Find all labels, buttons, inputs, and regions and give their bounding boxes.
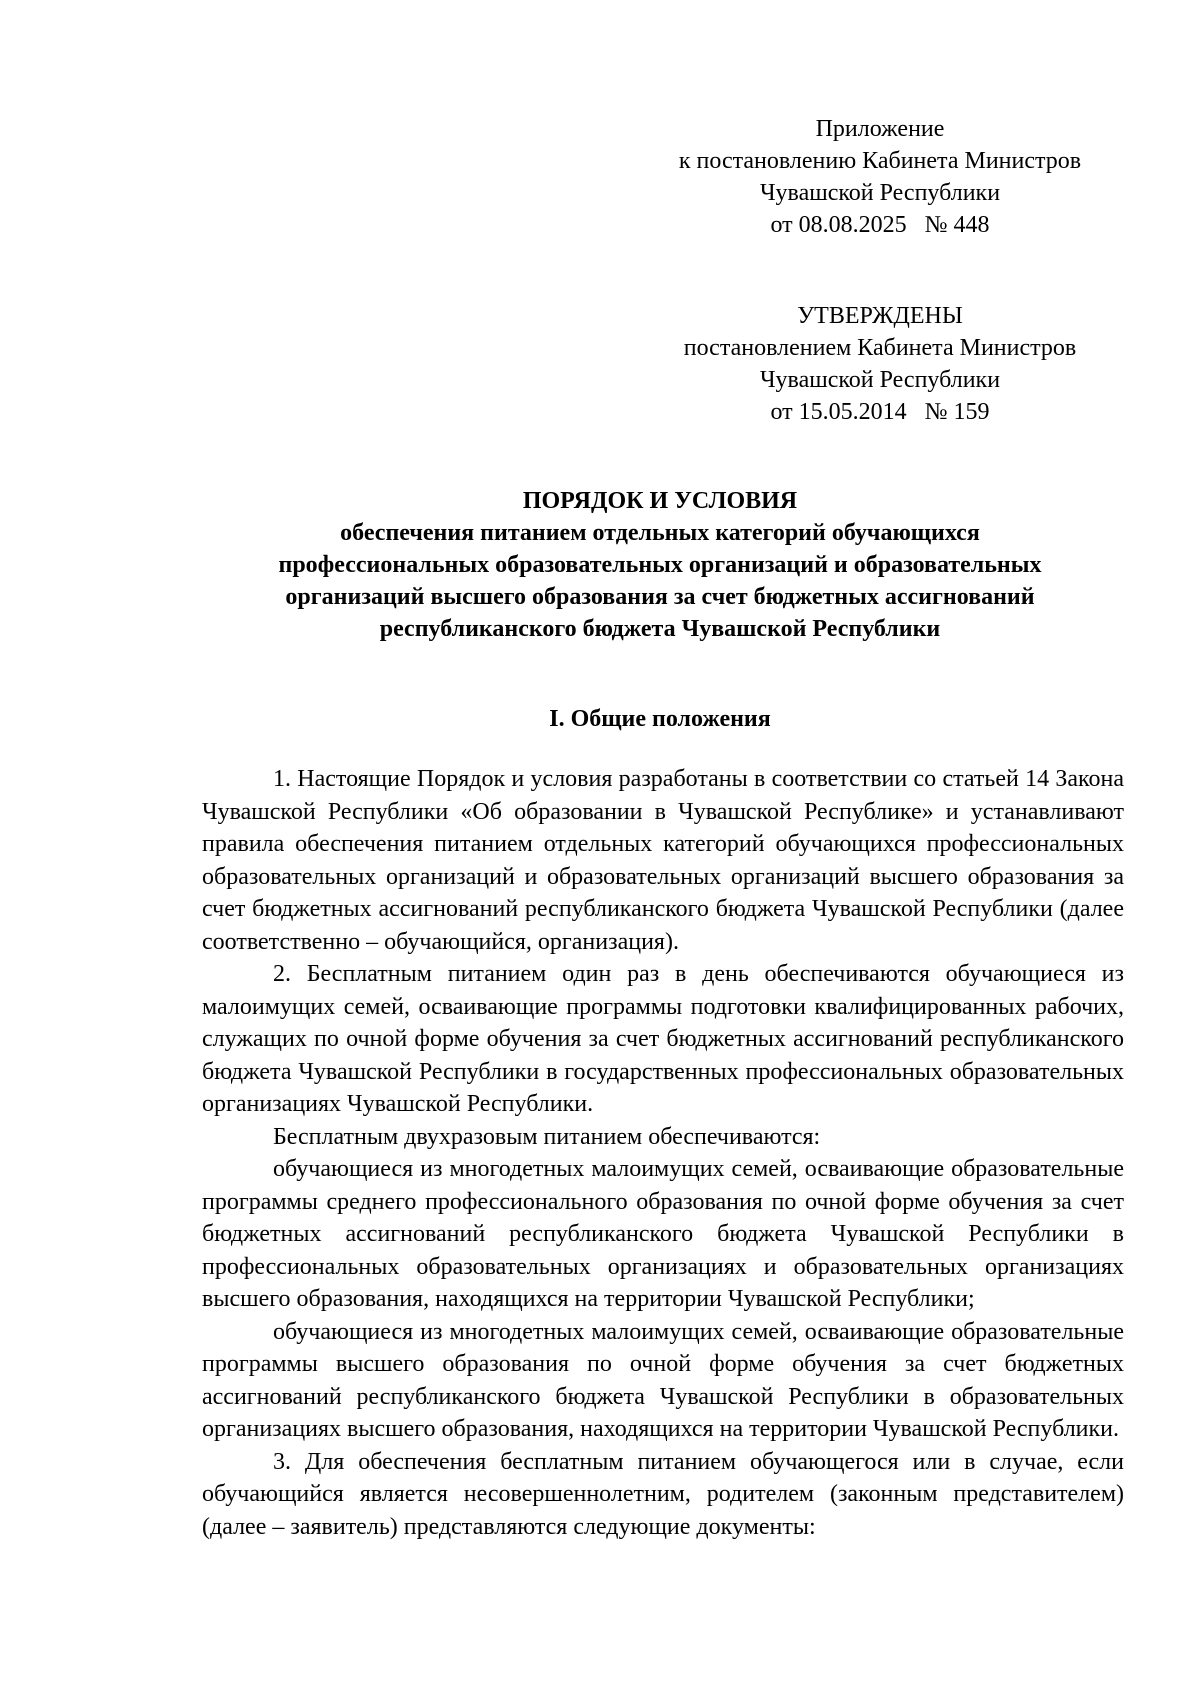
approval-republic: Чувашской Республики [759, 367, 1001, 393]
appendix-date-number: от 08.08.2025 № 448 [770, 212, 990, 238]
title-line: обеспечения питанием отдельных категорий обучающихся [340, 520, 980, 546]
paragraph: 1. Настоящие Порядок и условия разработаны в соответствии со статьей 14 Закона Чувашской Республики «Об образовании в Чувашской Республике» и устанавливают правила обеспечения питанием отдельных категорий обучающихся профессиональных образовательных организаций и образовательных организаций высшего образования за счет бюджетных ассигнований республиканского бюджета Чувашской Республики (далее соответственно – обучающийся, организация). [202, 766, 1124, 955]
title-heading: ПОРЯДОК И УСЛОВИЯ [522, 488, 798, 514]
appendix-block [640, 113, 1120, 241]
appendix-resolution: к постановлению Кабинета Министров [678, 148, 1082, 174]
approval-date-number: от 15.05.2014 № 159 [770, 399, 990, 425]
paragraph: 3. Для обеспечения бесплатным питанием обучающегося или в случае, если обучающийся является несовершеннолетним, родителем (законным представителем) (далее – заявитель) представляются следующие документы: [202, 1448, 1124, 1540]
title-line: профессиональных образовательных организаций и образовательных [278, 552, 1042, 578]
paragraph: 2. Бесплатным питанием один раз в день обеспечиваются обучающиеся из малоимущих семей, осваивающие программы подготовки квалифицированных рабочих, служащих по очной форме обучения за счет бюджетных ассигнований республиканского бюджета Чувашской Республики в государственных профессиональных образовательных организациях Чувашской Республики. [202, 961, 1124, 1117]
paragraph: Бесплатным двухразовым питанием обеспечиваются: [273, 1123, 821, 1150]
approval-block [640, 300, 1120, 428]
approval-label: УТВЕРЖДЕНЫ [797, 303, 963, 329]
document-body [202, 763, 1124, 1543]
appendix-label: Приложение [815, 116, 945, 142]
paragraph: обучающиеся из многодетных малоимущих семей, осваивающие образовательные программы среднего профессионального образования по очной форме обучения за счет бюджетных ассигнований республиканского бюджета Чувашской Республики в профессиональных образовательных организациях и образовательных организациях высшего образования, находящихся на территории Чувашской Республики; [202, 1156, 1124, 1312]
title-line: республиканского бюджета Чувашской Республики [379, 616, 941, 642]
paragraph: обучающиеся из многодетных малоимущих семей, осваивающие образовательные программы высшего образования по очной форме обучения за счет бюджетных ассигнований республиканского бюджета Чувашской Республики в образовательных организациях высшего образования, находящихся на территории Чувашской Республики. [202, 1318, 1124, 1442]
document-title [110, 485, 1200, 645]
appendix-republic: Чувашской Республики [759, 180, 1001, 206]
section-heading: I. Общие положения [549, 706, 771, 732]
title-line: организаций высшего образования за счет бюджетных ассигнований [285, 584, 1035, 610]
approval-resolution: постановлением Кабинета Министров [683, 335, 1077, 361]
